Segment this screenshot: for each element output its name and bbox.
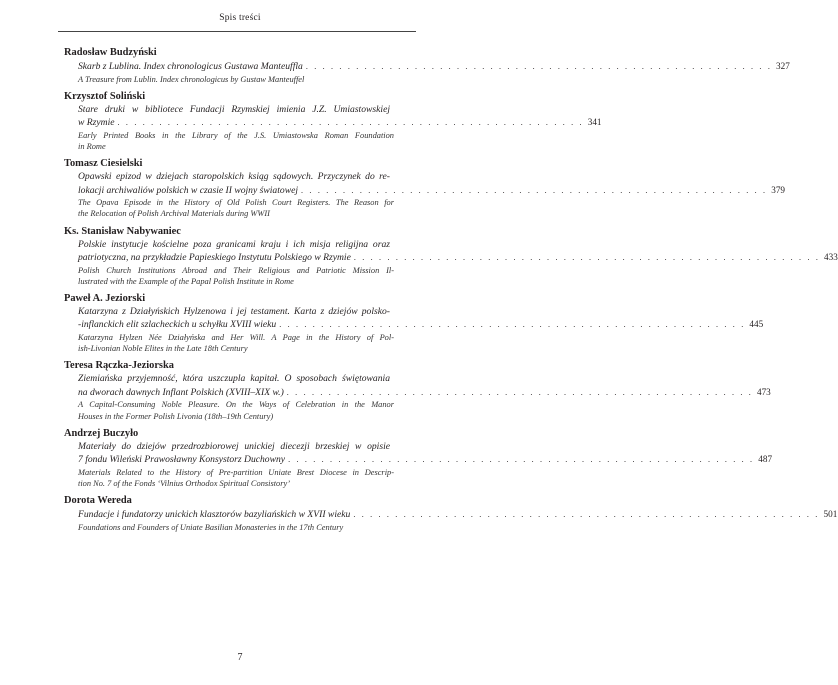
entry-author: Teresa Rączka-Jeziorska: [64, 360, 174, 372]
english-line: tion No. 7 of the Fonds ‘Vilnius Orthodox Spiritual Consistory’: [78, 478, 291, 488]
entry-title-english: [78, 130, 394, 152]
dot-leader: . . . . . . . . . . . . . . . . . . . . . . . . . . . . . . . . . . . . . . . . . . . . . . . . . . . . . . . .: [353, 253, 821, 263]
entry-title-english: [78, 332, 394, 354]
entry-title-english: [78, 467, 394, 489]
page-number: 7: [237, 652, 243, 663]
english-line: The Opava Episode in the History of Old Polish Court Registers. The Reason for: [78, 198, 394, 208]
toc-entry: [64, 225, 838, 287]
entry-title-polish: [78, 60, 790, 74]
entry-author: Andrzej Buczyło: [64, 427, 139, 439]
entry-title-english: [78, 399, 394, 421]
title-line: Skarb z Lublina. Index chronologicus Gustawa Manteuffla: [78, 61, 303, 72]
title-line-with-page: [78, 453, 773, 467]
title-line: Opawski epizod w dziejach staropolskich ksiąg sądowych. Przyczynek do re-: [78, 171, 390, 183]
entry-title-polish: [78, 103, 602, 130]
entry-title-polish: [78, 373, 771, 399]
entry-title-english: [78, 265, 394, 287]
english-line: in Rome: [78, 141, 106, 151]
dot-leader: . . . . . . . . . . . . . . . . . . . . . . . . . . . . . . . . . . . . . . . . . . . . . . . . . . . . . . . .: [305, 62, 773, 71]
title-line: Polskie instytucje kościelne poza granicami kraju i ich misja religijna oraz: [78, 238, 390, 250]
title-line-with-page: [78, 184, 785, 198]
title-line: Ziemiańska przyjemność, która uszczupla kapitał. O sposobach świętowania: [78, 373, 390, 385]
dot-leader: . . . . . . . . . . . . . . . . . . . . . . . . . . . . . . . . . . . . . . . . . . . . . . . . . . . . . . . .: [286, 387, 753, 397]
entry-title-english: [78, 522, 394, 533]
title-line: Katarzyna z Działyńskich Hylzenowa i jej testament. Karta z dziejów polsko-: [78, 305, 390, 317]
entry-page-number: 487: [758, 454, 773, 465]
table-of-contents: [64, 46, 838, 538]
entry-author: Dorota Wereda: [64, 495, 132, 507]
english-line: Early Printed Books in the Library of the J.S. Umiastowska Roman Foundation: [78, 130, 394, 140]
title-line: lokacji archiwaliów polskich w czasie II wojny światowej: [78, 184, 299, 196]
toc-entry: [64, 157, 785, 219]
english-line: Houses in the Former Polish Livonia (18th–19th Century): [78, 411, 274, 421]
toc-entry: [64, 494, 838, 533]
english-line: lustrated with the Example of the Papal Polish Institute in Rome: [78, 276, 294, 286]
entry-title-polish: [78, 238, 838, 265]
entry-author: Krzysztof Soliński: [64, 90, 146, 102]
toc-entry: [64, 46, 790, 85]
title-line-with-page: [78, 508, 838, 522]
dot-leader: . . . . . . . . . . . . . . . . . . . . . . . . . . . . . . . . . . . . . . . . . . . . . . . . . . . . . . . .: [117, 118, 584, 128]
entry-page-number: 341: [587, 117, 602, 128]
entry-title-polish: [78, 508, 838, 522]
entry-page-number: 473: [756, 386, 771, 397]
toc-entry: [64, 90, 602, 152]
title-line-with-page: [78, 318, 764, 332]
entry-author: Radosław Budzyński: [64, 47, 157, 58]
english-line: the Relocation of Polish Archival Materials during WWII: [78, 209, 270, 219]
title-line-with-page: [78, 386, 771, 400]
title-line: Fundacje i fundatorzy unickich klasztorów bazyliańskich w XVII wieku: [78, 509, 351, 521]
toc-entry: [64, 427, 773, 489]
title-line: w Rzymie: [78, 117, 115, 129]
english-line: Materials Related to the History of Pre-partition Uniate Brest Diocese in Descrip-: [78, 467, 394, 477]
title-line: 7 fondu Wileński Prawosławny Konsystorz Duchowny: [78, 454, 286, 466]
entry-title-english: [78, 74, 394, 85]
entry-author: Ks. Stanisław Nabywaniec: [64, 225, 181, 237]
title-line: patriotyczna, na przykładzie Papieskiego Instytutu Polskiego w Rzymie: [78, 252, 351, 264]
toc-entry: [64, 292, 764, 354]
title-line-with-page: [78, 60, 790, 74]
entry-page-number: 379: [771, 184, 785, 195]
english-line: Katarzyna Hylzen Née Działyńska and Her Will. A Page in the History of Pol-: [78, 332, 394, 342]
entry-author: Paweł A. Jeziorski: [64, 292, 146, 304]
entry-title-english: [78, 197, 394, 219]
english-line: ish-Livonian Noble Elites in the Late 18th Century: [78, 344, 248, 354]
header-rule: [58, 31, 416, 32]
english-line: A Capital-Consuming Noble Pleasure. On the Ways of Celebration in the Manor: [78, 400, 394, 410]
english-line: Polish Church Institutions Abroad and Their Religious and Patriotic Mission Il-: [78, 265, 394, 275]
entry-page-number: 327: [776, 61, 790, 71]
dot-leader: . . . . . . . . . . . . . . . . . . . . . . . . . . . . . . . . . . . . . . . . . . . . . . . . . . . . . . . .: [353, 510, 820, 520]
english-line: Foundations and Founders of Uniate Basilian Monasteries in the 17th Century: [78, 522, 344, 532]
entry-title-polish: [78, 171, 785, 197]
running-header: Spis treści: [219, 13, 261, 23]
entry-title-polish: [78, 440, 773, 467]
title-line: Stare druki w bibliotece Fundacji Rzymskiej imienia J.Z. Umiastowskiej: [78, 103, 390, 115]
title-line: -inflanckich elit szlacheckich u schyłku XVIII wieku: [78, 319, 277, 331]
toc-entry: [64, 359, 771, 421]
title-line: na dworach dawnych Inflant Polskich (XVIII–XIX w.): [78, 386, 284, 398]
title-line-with-page: [78, 116, 602, 130]
entry-author: Tomasz Ciesielski: [64, 158, 143, 170]
entry-page-number: 445: [749, 319, 764, 330]
title-line-with-page: [78, 251, 838, 265]
english-line: A Treasure from Lublin. Index chronologicus by Gustaw Manteuffel: [78, 74, 305, 84]
entry-title-polish: [78, 305, 764, 332]
title-line: Materiały do dziejów przedrozbiorowej unickiej diecezji brzeskiej w opisie: [78, 440, 390, 452]
dot-leader: . . . . . . . . . . . . . . . . . . . . . . . . . . . . . . . . . . . . . . . . . . . . . . . . . . . . . . . .: [288, 455, 755, 465]
entry-page-number: 433: [824, 252, 838, 263]
dot-leader: . . . . . . . . . . . . . . . . . . . . . . . . . . . . . . . . . . . . . . . . . . . . . . . . . . . . . . . .: [301, 185, 768, 195]
entry-page-number: 501: [823, 509, 838, 520]
dot-leader: . . . . . . . . . . . . . . . . . . . . . . . . . . . . . . . . . . . . . . . . . . . . . . . . . . . . . . . .: [279, 320, 746, 330]
